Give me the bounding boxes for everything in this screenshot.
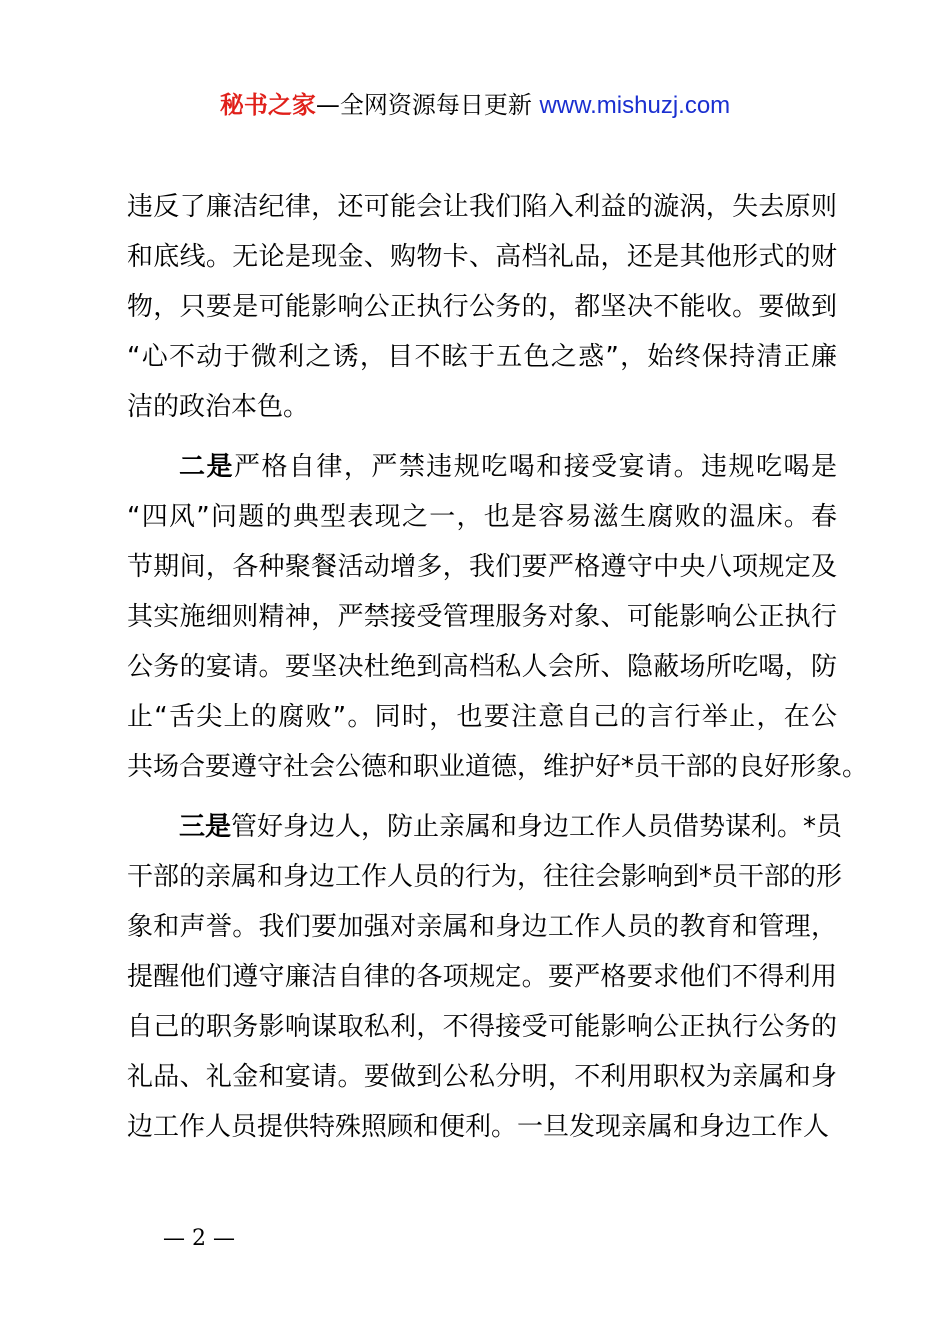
paragraph-2 (127, 442, 869, 792)
site-url[interactable]: www.mishuzj.com (539, 92, 731, 119)
text-line: 物，只要是可能影响公正执行公务的，都坚决不能收。要做到 (127, 292, 837, 322)
text-line: 边工作人员提供特殊照顾和便利。一旦发现亲属和身边工作人 (127, 1112, 830, 1142)
page-header (0, 88, 950, 123)
paragraph-1 (127, 182, 837, 432)
paragraph-lead: 二是 (179, 452, 234, 482)
text-line: 止“舌尖上的腐败”。同时，也要注意自己的言行举止，在公 (127, 702, 837, 732)
text-line-first (127, 802, 843, 852)
text-line: 和底线。无论是现金、购物卡、高档礼品，还是其他形式的财 (127, 242, 837, 272)
text-line-rest: 管好身边人，防止亲属和身边工作人员借势谋利。*员 (231, 812, 843, 842)
text-line: 干部的亲属和身边工作人员的行为，往往会影响到*员干部的形 (127, 862, 843, 892)
page-number: — 2 — (163, 1226, 235, 1251)
text-line: 节期间，各种聚餐活动增多，我们要严格遵守中央八项规定及 (127, 552, 837, 582)
text-line: “四风”问题的典型表现之一，也是容易滋生腐败的温床。春 (127, 502, 837, 532)
site-slogan: —全网资源每日更新 (315, 91, 540, 119)
text-line: 提醒他们遵守廉洁自律的各项规定。要严格要求他们不得利用 (127, 962, 837, 992)
text-line: “心不动于微利之诱，目不眩于五色之惑”，始终保持清正廉 (127, 342, 837, 372)
paragraph-lead: 三是 (179, 812, 232, 842)
text-line: 洁的政治本色。 (127, 392, 310, 422)
text-line: 违反了廉洁纪律，还可能会让我们陷入利益的漩涡，失去原则 (127, 192, 837, 222)
text-line: 其实施细则精神，严禁接受管理服务对象、可能影响公正执行 (127, 602, 837, 632)
document-body (127, 182, 869, 1152)
site-brand: 秘书之家 (219, 91, 316, 119)
text-line: 自己的职务影响谋取私利，不得接受可能影响公正执行公务的 (127, 1012, 837, 1042)
paragraph-3 (127, 802, 843, 1152)
text-line-rest: 严格自律，严禁违规吃喝和接受宴请。违规吃喝是 (233, 452, 837, 482)
text-line: 礼品、礼金和宴请。要做到公私分明，不利用职权为亲属和身 (127, 1062, 837, 1092)
text-line: 象和声誉。我们要加强对亲属和身边工作人员的教育和管理， (127, 912, 837, 942)
text-line-first (127, 442, 837, 492)
text-line: 公务的宴请。要坚决杜绝到高档私人会所、隐蔽场所吃喝，防 (127, 652, 837, 682)
text-line: 共场合要遵守社会公德和职业道德，维护好*员干部的良好形象。 (127, 752, 869, 782)
